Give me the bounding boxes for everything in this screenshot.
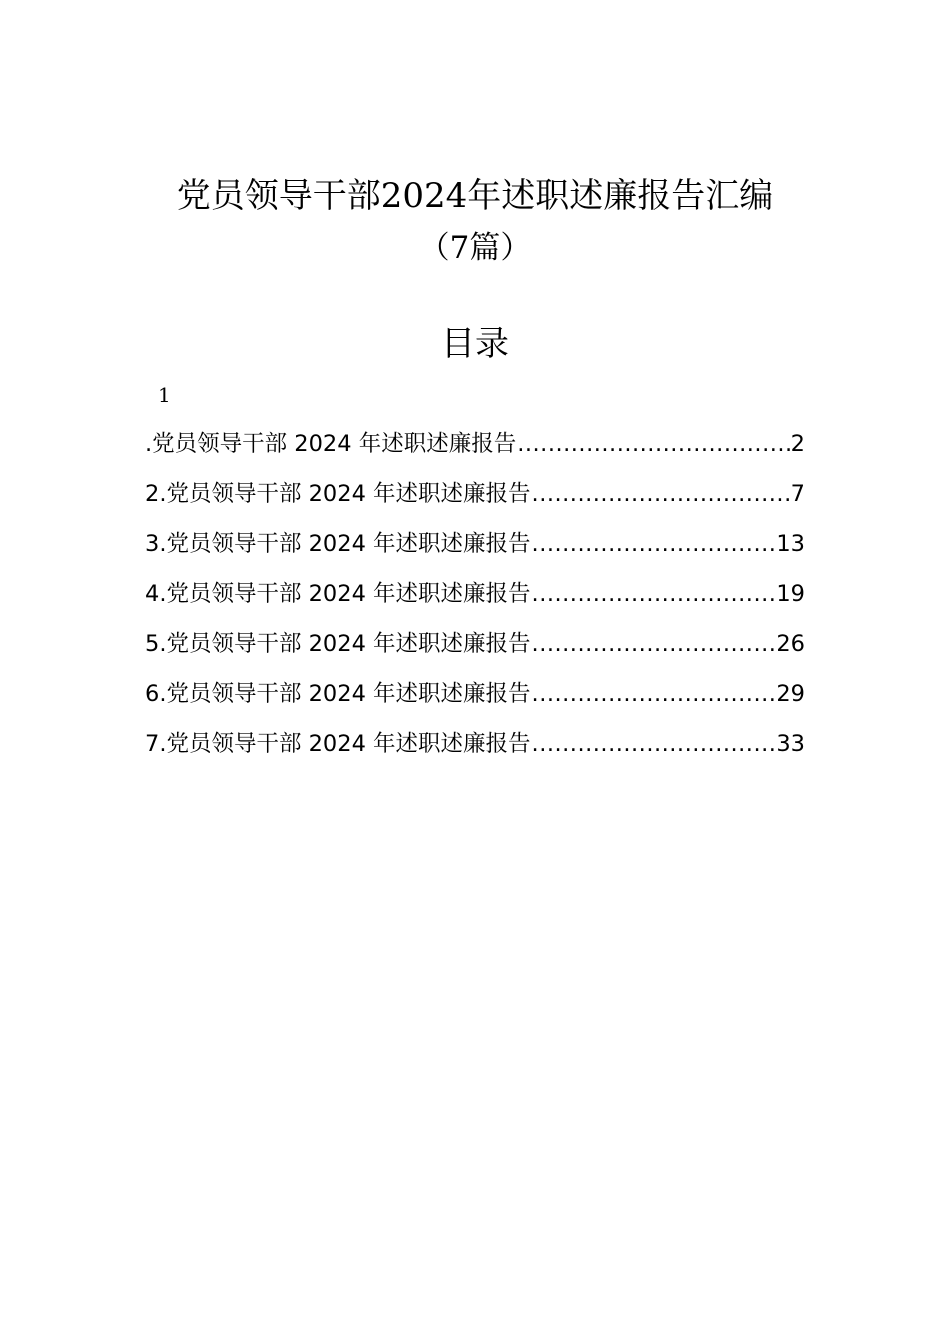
toc-entry-page: 29: [776, 681, 805, 707]
toc-entry-title: 4.党员领导干部 2024 年述职述廉报告: [145, 581, 531, 607]
toc-entry-title: 2.党员领导干部 2024 年述职述廉报告: [145, 481, 531, 507]
toc-dot-leader: [532, 724, 776, 764]
toc-entry-title: 7.党员领导干部 2024 年述职述廉报告: [145, 731, 531, 757]
toc-entry[interactable]: [145, 674, 805, 724]
toc-entry-page: 13: [776, 531, 805, 557]
toc-entry-page: 7: [790, 481, 805, 507]
toc-entry-page: 19: [776, 581, 805, 607]
document-subtitle: （7篇）: [418, 230, 532, 266]
toc-entry[interactable]: [145, 574, 805, 624]
toc-heading: 目录: [441, 324, 509, 364]
toc-dot-leader: [532, 674, 776, 714]
toc-dot-leader: [532, 574, 776, 614]
table-of-contents: [145, 424, 805, 774]
toc-entry-title: 5.党员领导干部 2024 年述职述廉报告: [145, 631, 531, 657]
toc-entry[interactable]: [145, 724, 805, 774]
toc-entry[interactable]: [145, 474, 805, 524]
toc-entry[interactable]: [145, 624, 805, 674]
toc-entry-title: .党员领导干部 2024 年述职述廉报告: [145, 431, 517, 457]
toc-entry[interactable]: [145, 524, 805, 574]
toc-entry-page: 2: [790, 431, 805, 457]
toc-entry-title: 3.党员领导干部 2024 年述职述廉报告: [145, 531, 531, 557]
toc-dot-leader: [532, 474, 790, 514]
toc-dot-leader: [532, 624, 776, 664]
toc-entry-page: 26: [776, 631, 805, 657]
toc-dot-leader: [532, 524, 776, 564]
toc-stray-number: 1: [158, 383, 171, 407]
toc-entry-page: 33: [776, 731, 805, 757]
toc-entry-title: 6.党员领导干部 2024 年述职述廉报告: [145, 681, 531, 707]
document-title: 党员领导干部2024年述职述廉报告汇编: [176, 176, 774, 216]
toc-dot-leader: [517, 424, 789, 464]
toc-entry[interactable]: [145, 424, 805, 474]
